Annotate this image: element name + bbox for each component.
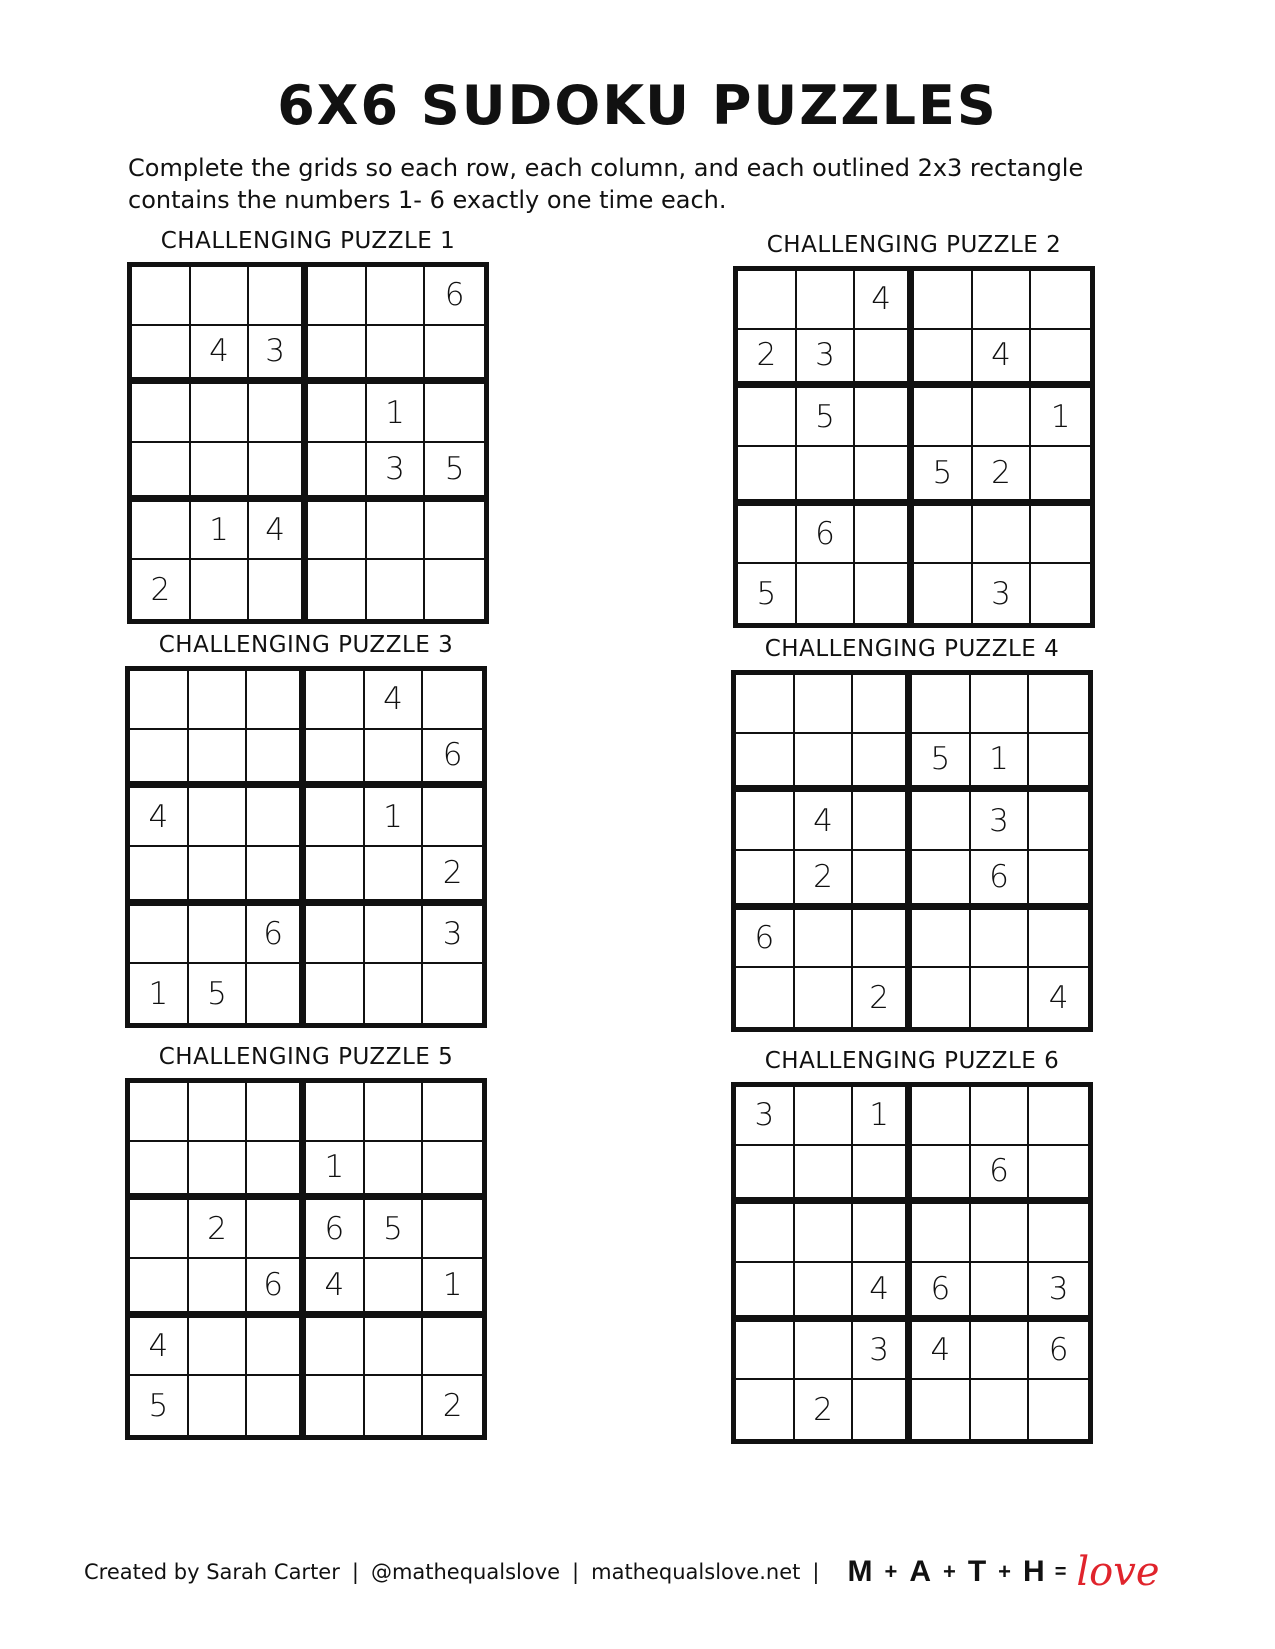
grid-cell — [367, 326, 426, 385]
grid-cell — [795, 910, 854, 969]
grid-cell — [736, 1380, 795, 1439]
grid-cell — [306, 964, 365, 1023]
grid-cell: 4 — [306, 1259, 365, 1318]
grid-cell: 5 — [797, 388, 856, 447]
grid-cell — [423, 964, 482, 1023]
grid-cell — [130, 1142, 189, 1201]
sudoku-grid — [731, 1082, 1093, 1444]
grid-cell — [425, 384, 484, 443]
grid-cell: 1 — [365, 788, 424, 847]
grid-cell — [736, 968, 795, 1027]
grid-cell — [855, 330, 914, 389]
grid-cell — [189, 1142, 248, 1201]
grid-cell — [130, 847, 189, 906]
grid-cell — [306, 730, 365, 789]
grid-cell: 6 — [425, 267, 484, 326]
grid-cell: 4 — [912, 1322, 971, 1381]
grid-cell — [308, 502, 367, 561]
grid-cell — [853, 910, 912, 969]
grid-cell — [308, 443, 367, 502]
grid-cell: 1 — [367, 384, 426, 443]
footer-divider: | — [812, 1560, 820, 1584]
grid-cell — [247, 847, 306, 906]
grid-cell: 2 — [795, 851, 854, 910]
grid-cell — [249, 267, 308, 326]
grid-cell — [365, 964, 424, 1023]
math-equals-love-logo — [847, 1549, 1159, 1595]
grid-cell — [425, 502, 484, 561]
sudoku-grid — [731, 670, 1093, 1032]
grid-cell — [1029, 734, 1088, 793]
grid-cell — [914, 388, 973, 447]
grid-cell — [853, 851, 912, 910]
grid-cell: 5 — [912, 734, 971, 793]
grid-cell — [247, 1200, 306, 1259]
grid-cell — [423, 671, 482, 730]
grid-cell — [914, 330, 973, 389]
puzzle-label: CHALLENGING PUZZLE 4 — [764, 636, 1060, 662]
grid-cell — [191, 443, 250, 502]
grid-cell: 1 — [1031, 388, 1090, 447]
grid-cell — [423, 1318, 482, 1377]
grid-cell: 2 — [795, 1380, 854, 1439]
grid-cell — [367, 560, 426, 619]
grid-cell — [132, 267, 191, 326]
grid-cell: 2 — [132, 560, 191, 619]
grid-cell — [912, 851, 971, 910]
grid-cell: 4 — [973, 330, 1032, 389]
grid-cell — [855, 388, 914, 447]
grid-cell — [365, 1318, 424, 1377]
grid-cell: 6 — [247, 906, 306, 965]
grid-cell — [797, 564, 856, 623]
grid-cell: 2 — [189, 1200, 248, 1259]
grid-cell — [367, 267, 426, 326]
grid-cell — [1029, 792, 1088, 851]
grid-cell — [247, 1318, 306, 1377]
grid-cell — [795, 734, 854, 793]
grid-cell: 4 — [365, 671, 424, 730]
grid-cell — [308, 326, 367, 385]
grid-cell — [306, 906, 365, 965]
grid-cell — [795, 968, 854, 1027]
grid-cell — [189, 1259, 248, 1318]
grid-cell — [853, 1146, 912, 1205]
grid-cell — [367, 502, 426, 561]
grid-cell — [1029, 910, 1088, 969]
grid-cell — [130, 1200, 189, 1259]
grid-cell — [189, 788, 248, 847]
grid-cell — [736, 1204, 795, 1263]
grid-cell — [971, 1380, 1030, 1439]
grid-cell — [189, 1376, 248, 1435]
grid-cell — [795, 1204, 854, 1263]
grid-cell — [306, 788, 365, 847]
footer-divider: | — [351, 1560, 359, 1584]
grid-cell — [797, 271, 856, 330]
footer — [84, 1549, 1160, 1595]
logo-m: M — [847, 1555, 873, 1588]
grid-cell — [425, 560, 484, 619]
grid-cell — [912, 910, 971, 969]
grid-cell: 5 — [914, 447, 973, 506]
grid-cell — [914, 271, 973, 330]
grid-cell — [738, 447, 797, 506]
grid-cell: 1 — [191, 502, 250, 561]
grid-cell: 4 — [853, 1263, 912, 1322]
grid-cell — [365, 906, 424, 965]
grid-cell — [736, 1146, 795, 1205]
grid-cell — [130, 906, 189, 965]
grid-cell — [130, 1083, 189, 1142]
grid-cell — [425, 326, 484, 385]
grid-cell: 6 — [912, 1263, 971, 1322]
grid-cell — [971, 910, 1030, 969]
grid-cell — [855, 564, 914, 623]
grid-cell: 5 — [365, 1200, 424, 1259]
grid-cell — [971, 1263, 1030, 1322]
grid-cell: 6 — [1029, 1322, 1088, 1381]
grid-cell — [736, 734, 795, 793]
grid-cell — [306, 1376, 365, 1435]
grid-cell — [191, 560, 250, 619]
instructions: Complete the grids so each row, each column, and each outlined 2x3 rectangle contains the numbers 1- 6 exactly one time each. — [128, 154, 1084, 214]
grid-cell: 5 — [738, 564, 797, 623]
grid-cell — [306, 671, 365, 730]
grid-cell: 4 — [795, 792, 854, 851]
grid-cell: 2 — [738, 330, 797, 389]
grid-cell — [795, 1087, 854, 1146]
logo-plus: + — [942, 1559, 956, 1584]
grid-cell — [1029, 1146, 1088, 1205]
grid-cell — [247, 964, 306, 1023]
grid-cell — [912, 1087, 971, 1146]
grid-cell: 6 — [247, 1259, 306, 1318]
grid-cell: 1 — [423, 1259, 482, 1318]
sudoku-grid — [125, 666, 487, 1028]
grid-cell — [189, 671, 248, 730]
grid-cell — [795, 1146, 854, 1205]
grid-cell: 3 — [1029, 1263, 1088, 1322]
grid-cell — [971, 1322, 1030, 1381]
grid-cell — [132, 502, 191, 561]
grid-cell — [1031, 506, 1090, 565]
puzzle-label: CHALLENGING PUZZLE 2 — [766, 232, 1062, 258]
grid-cell: 1 — [130, 964, 189, 1023]
grid-cell: 4 — [130, 1318, 189, 1377]
grid-cell — [855, 447, 914, 506]
grid-cell — [853, 734, 912, 793]
footer-handle: @mathequalslove — [370, 1560, 561, 1584]
footer-divider: | — [572, 1560, 580, 1584]
grid-cell — [247, 730, 306, 789]
grid-cell: 4 — [1048, 979, 1069, 1016]
grid-cell — [914, 564, 973, 623]
grid-cell — [191, 267, 250, 326]
grid-cell: 1 — [971, 734, 1030, 793]
grid-cell — [912, 792, 971, 851]
grid-cell: 6 — [306, 1200, 365, 1259]
puzzle-label: CHALLENGING PUZZLE 6 — [764, 1048, 1060, 1074]
grid-cell — [1029, 1380, 1088, 1439]
grid-cell — [797, 447, 856, 506]
grid-cell: 2 — [973, 447, 1032, 506]
grid-cell — [853, 675, 912, 734]
grid-cell — [189, 906, 248, 965]
grid-cell — [855, 506, 914, 565]
grid-cell — [132, 384, 191, 443]
grid-cell — [247, 1376, 306, 1435]
logo-a: A — [909, 1555, 931, 1588]
logo-plus: + — [884, 1559, 898, 1584]
grid-cell: 5 — [425, 443, 484, 502]
grid-cell: 3 — [249, 326, 308, 385]
footer-credit: Created by Sarah Carter — [84, 1560, 340, 1584]
grid-cell — [365, 1376, 424, 1435]
grid-cell — [912, 968, 971, 1027]
grid-cell — [423, 1083, 482, 1142]
grid-cell — [191, 384, 250, 443]
grid-cell — [306, 1083, 365, 1142]
grid-cell: 1 — [306, 1142, 365, 1201]
grid-cell: 5 — [130, 1376, 189, 1435]
grid-cell — [1029, 851, 1088, 910]
grid-cell — [912, 1146, 971, 1205]
logo-equals: = — [1054, 1560, 1067, 1583]
grid-cell: 3 — [736, 1087, 795, 1146]
grid-cell — [971, 968, 1030, 1027]
grid-cell — [365, 1083, 424, 1142]
grid-cell — [249, 384, 308, 443]
grid-cell — [308, 560, 367, 619]
grid-cell — [973, 271, 1032, 330]
grid-cell: 5 — [189, 964, 248, 1023]
grid-cell — [189, 847, 248, 906]
grid-cell — [795, 1322, 854, 1381]
puzzle-label: CHALLENGING PUZZLE 3 — [158, 632, 454, 658]
grid-cell: 3 — [853, 1322, 912, 1381]
grid-cell: 4 — [855, 271, 914, 330]
grid-cell: 4 — [130, 788, 189, 847]
grid-cell — [423, 1142, 482, 1201]
grid-cell: 6 — [423, 730, 482, 789]
page-title: 6X6 SUDOKU PUZZLES — [277, 74, 998, 137]
grid-cell — [1029, 1204, 1088, 1263]
grid-cell — [247, 788, 306, 847]
grid-cell — [738, 388, 797, 447]
grid-cell — [736, 851, 795, 910]
grid-cell — [736, 792, 795, 851]
grid-cell — [423, 788, 482, 847]
grid-cell — [971, 1204, 1030, 1263]
grid-cell — [132, 326, 191, 385]
grid-cell — [189, 730, 248, 789]
grid-cell: 3 — [423, 906, 482, 965]
grid-cell — [736, 1322, 795, 1381]
logo-plus: + — [998, 1559, 1012, 1584]
logo-t: T — [967, 1555, 987, 1588]
grid-cell: 1 — [853, 1087, 912, 1146]
grid-cell — [306, 1318, 365, 1377]
grid-cell — [1031, 447, 1090, 506]
logo-love: love — [1076, 1549, 1160, 1595]
grid-cell — [973, 506, 1032, 565]
grid-cell — [971, 1087, 1030, 1146]
grid-cell — [736, 675, 795, 734]
sudoku-grid — [127, 262, 489, 624]
grid-cell: 4 — [249, 502, 308, 561]
sudoku-grid — [733, 266, 1095, 628]
grid-cell — [736, 1263, 795, 1322]
grid-cell — [247, 1083, 306, 1142]
grid-cell: 6 — [736, 910, 795, 969]
grid-cell — [738, 271, 797, 330]
grid-cell: 6 — [971, 851, 1030, 910]
grid-cell — [365, 730, 424, 789]
grid-cell — [1031, 271, 1090, 330]
grid-cell — [132, 443, 191, 502]
grid-cell — [189, 1083, 248, 1142]
grid-cell: 3 — [973, 564, 1032, 623]
grid-cell — [914, 506, 973, 565]
grid-cell — [130, 730, 189, 789]
grid-cell — [1031, 564, 1090, 623]
grid-cell — [308, 267, 367, 326]
grid-cell — [306, 847, 365, 906]
grid-cell — [189, 1318, 248, 1377]
grid-cell: 3 — [797, 330, 856, 389]
grid-cell — [912, 675, 971, 734]
grid-cell — [853, 1380, 912, 1439]
grid-cell — [973, 388, 1032, 447]
grid-cell — [912, 1204, 971, 1263]
grid-cell: 2 — [442, 1387, 463, 1424]
grid-cell — [795, 675, 854, 734]
grid-cell — [365, 847, 424, 906]
puzzle-label: CHALLENGING PUZZLE 1 — [160, 228, 456, 254]
grid-cell — [423, 1200, 482, 1259]
grid-cell — [738, 506, 797, 565]
grid-cell — [365, 1259, 424, 1318]
sudoku-grid — [125, 1078, 487, 1440]
grid-cell — [130, 1259, 189, 1318]
grid-cell — [1029, 675, 1088, 734]
grid-cell — [853, 1204, 912, 1263]
grid-cell — [308, 384, 367, 443]
grid-cell — [912, 1380, 971, 1439]
grid-cell: 3 — [367, 443, 426, 502]
logo-h: H — [1023, 1555, 1045, 1588]
grid-cell — [249, 443, 308, 502]
grid-cell — [1031, 330, 1090, 389]
grid-cell — [247, 671, 306, 730]
footer-site: mathequalslove.net — [591, 1560, 801, 1584]
grid-cell: 3 — [971, 792, 1030, 851]
grid-cell: 6 — [971, 1146, 1030, 1205]
grid-cell — [795, 1263, 854, 1322]
grid-cell — [249, 560, 308, 619]
grid-cell: 6 — [797, 506, 856, 565]
grid-cell — [130, 671, 189, 730]
grid-cell — [365, 1142, 424, 1201]
grid-cell: 2 — [423, 847, 482, 906]
puzzle-label: CHALLENGING PUZZLE 5 — [158, 1044, 454, 1070]
grid-cell — [853, 792, 912, 851]
grid-cell — [971, 675, 1030, 734]
grid-cell — [247, 1142, 306, 1201]
grid-cell — [1029, 1087, 1088, 1146]
grid-cell: 2 — [853, 968, 912, 1027]
grid-cell: 4 — [191, 326, 250, 385]
